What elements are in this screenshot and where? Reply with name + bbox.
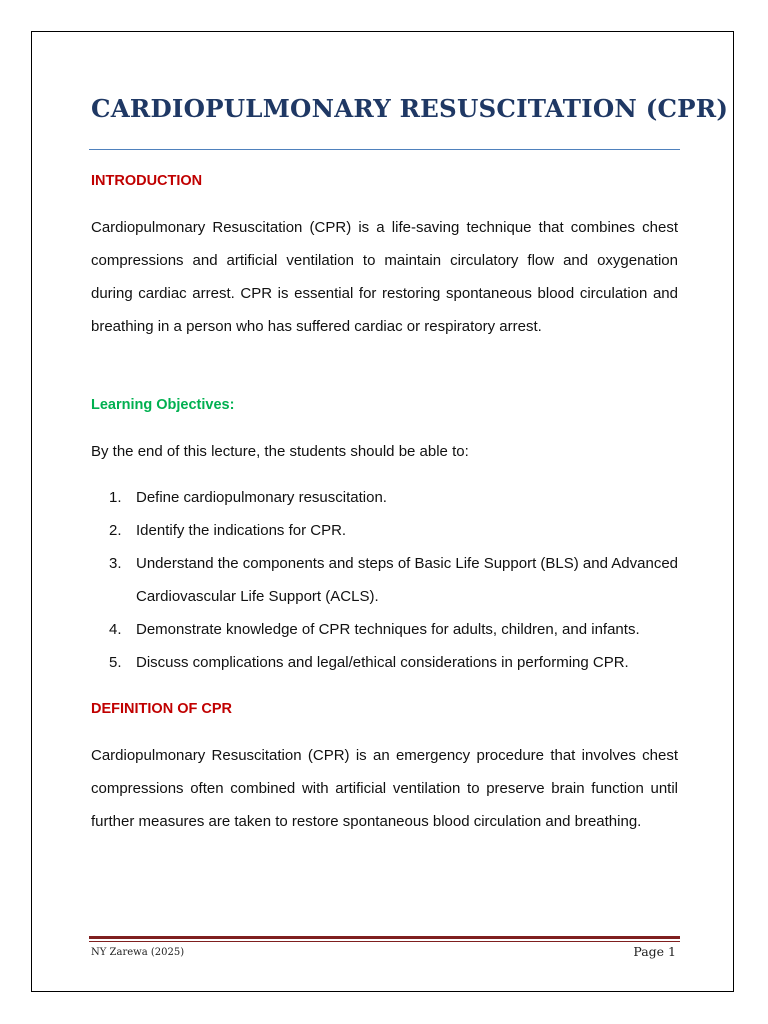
definition-heading: DEFINITION OF CPR <box>91 701 232 717</box>
list-item-number: 5. <box>109 654 122 671</box>
list-item <box>91 646 678 679</box>
learning-objectives-heading: Learning Objectives: <box>91 397 235 413</box>
page-number: Page 1 <box>633 944 676 959</box>
list-item-text: Discuss complications and legal/ethical considerations in performing CPR. <box>136 654 629 671</box>
objectives-intro: By the end of this lecture, the students should be able to: <box>91 443 469 460</box>
footer-author: NY Zarewa (2025) <box>91 947 185 958</box>
list-item <box>91 547 678 613</box>
list-item-number: 1. <box>109 489 122 506</box>
list-item-text: Identify the indications for CPR. <box>136 522 347 539</box>
list-item-text: Define cardiopulmonary resuscitation. <box>136 489 387 506</box>
introduction-heading: INTRODUCTION <box>91 173 203 189</box>
list-item-number: 2. <box>109 522 122 539</box>
list-item-number: 4. <box>109 621 122 638</box>
list-item <box>91 514 678 547</box>
list-item <box>91 481 678 514</box>
footer-divider <box>89 936 680 939</box>
footer-divider-thin <box>89 941 680 942</box>
list-item <box>91 613 678 646</box>
objectives-list <box>91 481 678 679</box>
definition-paragraph: Cardiopulmonary Resuscitation (CPR) is an emergency procedure that involves chest compressions often combined with artificial ventilation to preserve brain function until further measures are taken to restore spontaneous blood circulation and breathing. <box>91 747 678 830</box>
introduction-paragraph: Cardiopulmonary Resuscitation (CPR) is a life-saving technique that combines chest compressions and artificial ventilation to maintain circulatory flow and oxygenation during cardiac arrest. CPR is essential for restoring spontaneous blood circulation and breathing in a person who has suffered cardiac or respiratory arrest. <box>91 219 678 335</box>
document-page <box>31 31 734 992</box>
list-item-number: 3. <box>109 555 122 572</box>
title-divider <box>89 149 680 150</box>
list-item-text: Demonstrate knowledge of CPR techniques for adults, children, and infants. <box>136 621 640 638</box>
page-title: CARDIOPULMONARY RESUSCITATION (CPR) <box>91 94 729 123</box>
list-item-text: Understand the components and steps of Basic Life Support (BLS) and Advanced Cardiovascular Life Support (ACLS). <box>136 555 679 605</box>
